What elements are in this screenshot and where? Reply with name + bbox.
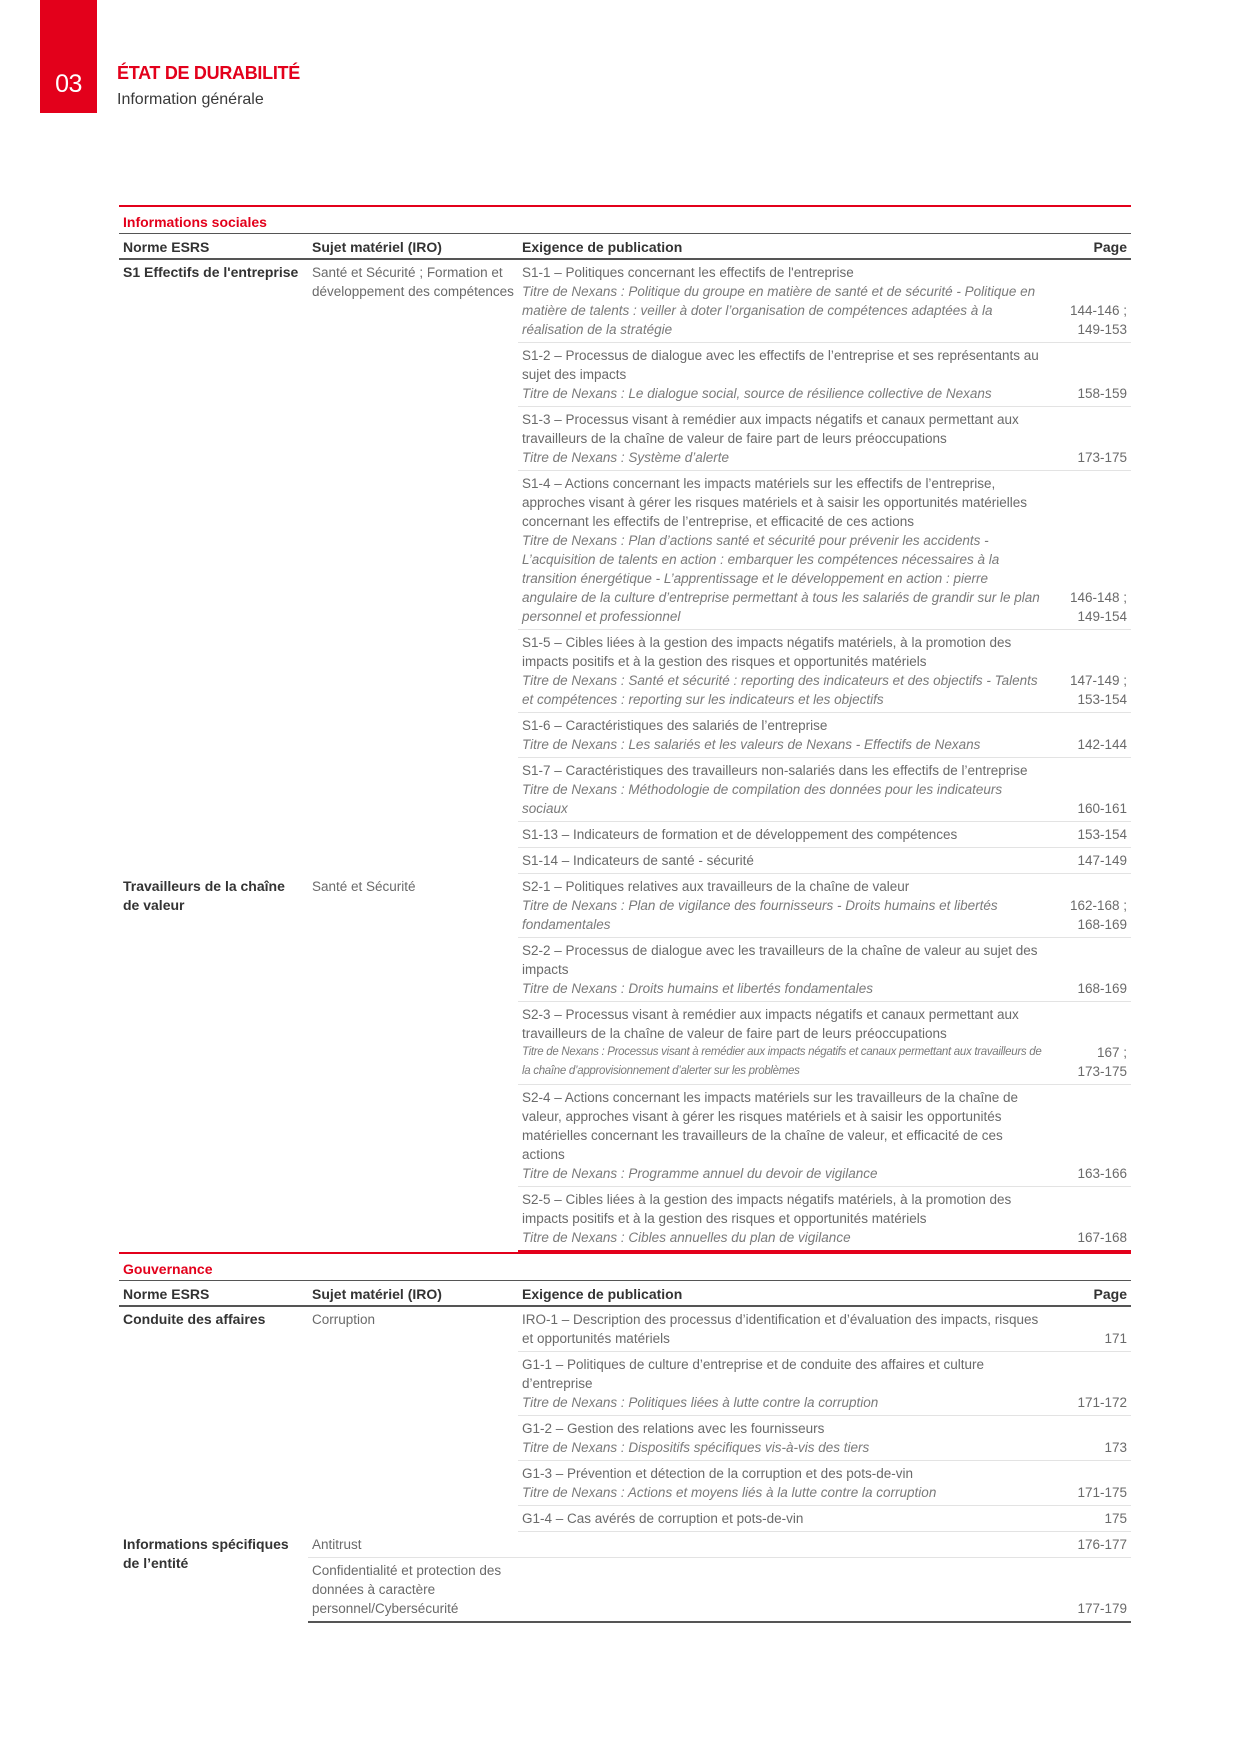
page-cell (1051, 758, 1131, 822)
table-row (119, 1306, 1131, 1352)
nexans-title-text: Titre de Nexans : Méthodologie de compilation des données pour les indicateurs sociaux (522, 782, 1003, 816)
requirement-cell (518, 1306, 1051, 1352)
column-header-page: Page (1051, 234, 1131, 260)
page-ref: 171-172 (1077, 1395, 1127, 1410)
requirement-text: S1-1 – Politiques concernant les effectifs de l'entreprise (522, 265, 854, 280)
table-header-row (119, 234, 1131, 260)
requirement-cell (518, 630, 1051, 713)
nexans-title-text: Titre de Nexans : Actions et moyens liés à la lutte contre la corruption (522, 1485, 937, 1500)
page-ref: 142-144 (1077, 737, 1127, 752)
requirement-cell (518, 259, 1051, 343)
page-ref-continued: 173-175 (1077, 1064, 1127, 1079)
requirement-text: G1-2 – Gestion des relations avec les fournisseurs (522, 1421, 825, 1436)
index-table-container (119, 205, 1131, 1623)
requirement-text: S2-4 – Actions concernant les impacts matériels sur les travailleurs de la chaîne de valeur, approches visant à gérer les risques matériels et à saisir les opportunités matérielles concernant les travailleurs de la chaîne de valeur, et efficacité de ces actions (522, 1090, 1018, 1162)
requirement-cell (518, 713, 1051, 758)
page-cell (1051, 259, 1131, 343)
page-cell (1051, 1532, 1131, 1558)
page-ref: 147-149 ; (1069, 673, 1127, 688)
s2-group (119, 874, 1131, 1252)
page-cell (1051, 343, 1131, 407)
table-row (119, 874, 1131, 938)
nexans-title-text: Titre de Nexans : Plan de vigilance des fournisseurs - Droits humains et libertés fondamentales (522, 898, 998, 932)
page-ref: 147-149 (1077, 853, 1127, 868)
subject-cell: Confidentialité et protection des données à caractère personnel/Cybersécurité (308, 1558, 518, 1623)
page-ref: 173 (1104, 1440, 1127, 1455)
table-row (119, 1532, 1131, 1558)
page-cell (1051, 1558, 1131, 1623)
page-cell (1051, 471, 1131, 630)
requirement-cell (518, 874, 1051, 938)
nexans-title-text: Titre de Nexans : Programme annuel du devoir de vigilance (522, 1166, 878, 1181)
norm-cell: Informations spécifiques de l’entité (123, 1535, 289, 1571)
nexans-title-text: Titre de Nexans : Droits humains et libertés fondamentales (522, 981, 874, 996)
requirement-cell (518, 343, 1051, 407)
nexans-title-text: Titre de Nexans : Système d’alerte (522, 450, 729, 465)
page-ref: 144-146 ; (1069, 303, 1127, 318)
page-cell (1051, 1352, 1131, 1416)
page-cell (1051, 1187, 1131, 1252)
page-ref: 177-179 (1077, 1601, 1127, 1616)
requirement-cell (518, 1187, 1051, 1252)
page-ref: 175 (1104, 1511, 1127, 1526)
requirement-cell (518, 1416, 1051, 1461)
governance-table (119, 1280, 1131, 1623)
page-cell (1051, 1085, 1131, 1187)
table-row (119, 259, 1131, 343)
subject-cell: Antitrust (308, 1532, 518, 1558)
requirement-text: S1-5 – Cibles liées à la gestion des impacts négatifs matériels, à la promotion des impacts positifs et à la gestion des risques et opportunités matériels (522, 635, 1012, 669)
norm-cell: Conduite des affaires (123, 1311, 266, 1327)
requirement-text: S1-7 – Caractéristiques des travailleurs non-salariés dans les effectifs de l’entreprise (522, 763, 1028, 778)
nexans-title-text: Titre de Nexans : Cibles annuelles du plan de vigilance (522, 1230, 851, 1245)
requirement-cell (518, 1002, 1051, 1085)
requirement-text: S2-1 – Politiques relatives aux travailleurs de la chaîne de valeur (522, 879, 910, 894)
column-header-requirement: Exigence de publication (518, 234, 1051, 260)
norm-cell: S1 Effectifs de l'entreprise (123, 264, 299, 280)
nexans-title-text: Titre de Nexans : Dispositifs spécifiques vis-à-vis des tiers (522, 1440, 870, 1455)
page-cell (1051, 1416, 1131, 1461)
requirement-text: G1-1 – Politiques de culture d’entreprise et de conduite des affaires et culture d’entreprise (522, 1357, 985, 1391)
requirement-cell (518, 1352, 1051, 1416)
page-cell (1051, 822, 1131, 848)
norm-cell: Travailleurs de la chaîne de valeur (123, 877, 285, 913)
column-header-norm: Norme ESRS (119, 1281, 308, 1307)
page-ref: 158-159 (1077, 386, 1127, 401)
requirement-cell (518, 848, 1051, 874)
page-title: ÉTAT DE DURABILITÉ (117, 63, 300, 83)
nexans-title-text: Titre de Nexans : Les salariés et les valeurs de Nexans - Effectifs de Nexans (522, 737, 981, 752)
nexans-title-text: Titre de Nexans : Politiques liées à lutte contre la corruption (522, 1395, 879, 1410)
requirement-text: IRO-1 – Description des processus d’identification et d’évaluation des impacts, risques et opportunités matériels (522, 1312, 1039, 1346)
page-ref: 162-168 ; (1069, 898, 1127, 913)
requirement-cell (518, 1085, 1051, 1187)
page-ref: 153-154 (1077, 827, 1127, 842)
g1-group (119, 1306, 1131, 1532)
requirement-text: G1-4 – Cas avérés de corruption et pots-de-vin (522, 1511, 804, 1526)
nexans-title-text: Titre de Nexans : Santé et sécurité : reporting des indicateurs et des objectifs - Talents et compétences : reporting sur les indicateurs et les objectifs (522, 673, 1038, 707)
page-ref: 146-148 ; (1069, 590, 1127, 605)
page-cell (1051, 874, 1131, 938)
entity-group (119, 1532, 1131, 1623)
requirement-text: S2-2 – Processus de dialogue avec les travailleurs de la chaîne de valeur au sujet des impacts (522, 943, 1038, 977)
page-ref-continued: 168-169 (1077, 917, 1127, 932)
column-header-requirement: Exigence de publication (518, 1281, 1051, 1307)
column-header-subject: Sujet matériel (IRO) (308, 234, 518, 260)
requirement-text: S1-13 – Indicateurs de formation et de développement des compétences (522, 827, 958, 842)
page-ref-continued: 149-154 (1077, 609, 1127, 624)
requirement-text: S2-5 – Cibles liées à la gestion des impacts négatifs matériels, à la promotion des impacts positifs et à la gestion des risques et opportunités matériels (522, 1192, 1012, 1226)
page-cell (1051, 407, 1131, 471)
social-table (119, 233, 1131, 1252)
requirement-cell (518, 1558, 1051, 1623)
chapter-tab (40, 0, 97, 113)
subject-cell: Santé et Sécurité ; Formation et développement des compétences (312, 265, 514, 299)
column-header-subject: Sujet matériel (IRO) (308, 1281, 518, 1307)
page-cell (1051, 1002, 1131, 1085)
requirement-text: S1-3 – Processus visant à remédier aux impacts négatifs et canaux permettant aux travailleurs de la chaîne de valeur de faire part de leurs préoccupations (522, 412, 1019, 446)
page-ref: 160-161 (1077, 801, 1127, 816)
requirement-cell (518, 471, 1051, 630)
s1-group (119, 259, 1131, 874)
page-ref-continued: 149-153 (1077, 322, 1127, 337)
section-title-social: Informations sociales (119, 205, 1131, 233)
page-ref: 168-169 (1077, 981, 1127, 996)
page-ref: 173-175 (1077, 450, 1127, 465)
requirement-cell (518, 938, 1051, 1002)
requirement-text: S1-6 – Caractéristiques des salariés de l’entreprise (522, 718, 828, 733)
nexans-title-text: Titre de Nexans : Politique du groupe en matière de santé et de sécurité - Politique en matière de talents : veiller à doter l’organisation de compétences adaptées à la réalisation de la stratégie (522, 284, 1036, 337)
subject-cell: Corruption (312, 1312, 376, 1327)
page-cell (1051, 630, 1131, 713)
column-header-page: Page (1051, 1281, 1131, 1307)
requirement-text: S1-2 – Processus de dialogue avec les effectifs de l’entreprise et ses représentants au sujet des impacts (522, 348, 1039, 382)
page-ref: 176-177 (1077, 1537, 1127, 1552)
requirement-cell (518, 758, 1051, 822)
requirement-cell (518, 407, 1051, 471)
requirement-cell (518, 1506, 1051, 1532)
page-cell (1051, 848, 1131, 874)
nexans-title-text: Titre de Nexans : Le dialogue social, source de résilience collective de Nexans (522, 386, 992, 401)
page-ref: 167-168 (1077, 1230, 1127, 1245)
subject-cell: Santé et Sécurité (312, 878, 416, 894)
table-header-row (119, 1281, 1131, 1307)
requirement-text: G1-3 – Prévention et détection de la corruption et des pots-de-vin (522, 1466, 913, 1481)
page-cell (1051, 713, 1131, 758)
page-ref-continued: 153-154 (1077, 692, 1127, 707)
nexans-title-text: Titre de Nexans : Processus visant à remédier aux impacts négatifs et canaux permettant aux travailleurs de la chaîne d’approvisionnement d’alerter sur les problèmes (522, 1046, 1042, 1077)
requirement-cell (518, 822, 1051, 848)
column-header-norm: Norme ESRS (119, 234, 308, 260)
page-ref: 163-166 (1077, 1166, 1127, 1181)
page-subtitle: Information générale (117, 91, 264, 108)
page-cell (1051, 938, 1131, 1002)
requirement-cell (518, 1461, 1051, 1506)
requirement-text: S1-14 – Indicateurs de santé - sécurité (522, 853, 754, 868)
chapter-number: 03 (55, 70, 82, 98)
requirement-text: S2-3 – Processus visant à remédier aux impacts négatifs et canaux permettant aux travailleurs de la chaîne de valeur de faire part de leurs préoccupations (522, 1007, 1019, 1041)
section-title-governance: Gouvernance (119, 1252, 1131, 1280)
page-cell (1051, 1461, 1131, 1506)
requirement-text: S1-4 – Actions concernant les impacts matériels sur les effectifs de l’entreprise, approches visant à gérer les risques matériels et à saisir les opportunités matérielles concernant les effectifs de l’entreprise, et efficacité de ces actions (522, 476, 1027, 529)
page-ref: 167 ; (1096, 1045, 1127, 1060)
page-ref: 171 (1104, 1331, 1127, 1346)
page-ref: 171-175 (1077, 1485, 1127, 1500)
requirement-cell (518, 1532, 1051, 1558)
nexans-title-text: Titre de Nexans : Plan d’actions santé et sécurité pour prévenir les accidents - L’acquisition de talents en action : embarquer les compétences nécessaires à la transition énergétique - L’apprentissage et le développement en action : pierre angulaire de la culture d’entreprise permettant à tous les salariés de grandir sur le plan personnel et professionnel (522, 533, 1040, 624)
page-cell (1051, 1306, 1131, 1352)
page-cell (1051, 1506, 1131, 1532)
